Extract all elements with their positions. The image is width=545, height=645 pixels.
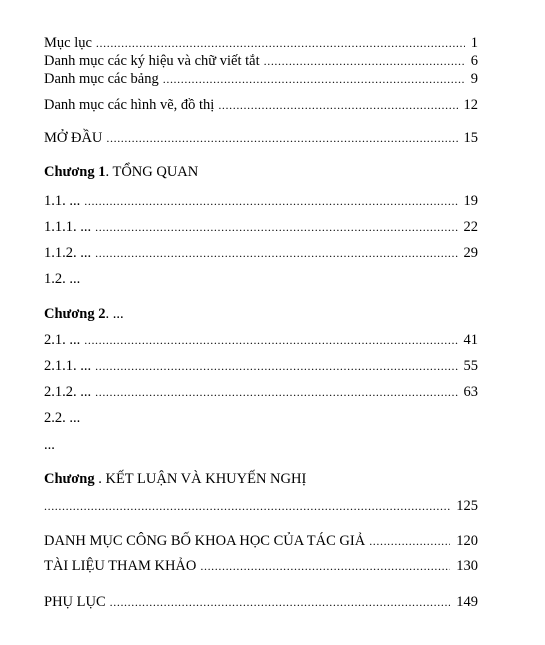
toc-entry-page: 1 — [470, 35, 478, 51]
toc-entry-page: 29 — [463, 245, 478, 261]
toc-entry-page: 55 — [463, 358, 478, 374]
toc-entry-page: 12 — [463, 97, 478, 113]
chapter-number: Chương — [44, 471, 95, 487]
dot-leader — [95, 383, 457, 401]
toc-entry-label: TÀI LIỆU THAM KHẢO — [44, 558, 197, 574]
dot-leader — [95, 244, 457, 262]
dot-leader — [110, 593, 451, 611]
dot-leader — [369, 532, 450, 550]
toc-entry-label: Danh mục các hình vẽ, đồ thị — [44, 97, 215, 113]
toc-entry-ky-hieu — [44, 52, 478, 70]
toc-entry-label: 1.1.2. ... — [44, 245, 92, 261]
toc-entry-label: 1.1.1. ... — [44, 219, 92, 235]
toc-entry-ellipsis — [44, 436, 478, 454]
toc-entry-2-1-1 — [44, 357, 478, 375]
toc-entry-label: 2.2. ... — [44, 410, 81, 426]
toc-entry-label: 2.1.2. ... — [44, 384, 92, 400]
toc-chapter-2-heading — [44, 305, 478, 323]
toc-entry-hinh-ve — [44, 96, 478, 114]
toc-entry-label: DANH MỤC CÔNG BỐ KHOA HỌC CỦA TÁC GIẢ — [44, 533, 366, 549]
toc-entry-page: 120 — [456, 533, 478, 549]
toc-chapter-conclusion-heading — [44, 470, 478, 488]
dot-leader — [200, 557, 450, 575]
chapter-title: . TỔNG QUAN — [105, 164, 199, 180]
toc-chapter-1-heading — [44, 163, 478, 181]
toc-entry-page: 41 — [463, 332, 478, 348]
toc-entry-page: 149 — [456, 594, 478, 610]
dot-leader — [264, 52, 465, 70]
dot-leader — [106, 129, 457, 147]
toc-entry-page: 22 — [463, 219, 478, 235]
dot-leader — [44, 497, 450, 515]
toc-entry-page: 6 — [470, 53, 478, 69]
toc-entry-phu-luc — [44, 593, 478, 611]
toc-entry-page: 19 — [463, 193, 478, 209]
toc-entry-label: Mục lục — [44, 35, 92, 51]
toc-entry-cong-bo — [44, 532, 478, 550]
dot-leader — [95, 357, 457, 375]
toc-entry-mo-dau — [44, 129, 478, 147]
toc-entry-page: 9 — [470, 71, 478, 87]
toc-entry-label: 2.1.1. ... — [44, 358, 92, 374]
toc-entry-label: 1.1. ... — [44, 193, 81, 209]
toc-entry-muc-luc — [44, 34, 478, 52]
toc-entry-2-2 — [44, 409, 478, 427]
dot-leader — [96, 34, 465, 52]
toc-entry-2-1 — [44, 331, 478, 349]
toc-entry-page: 125 — [456, 498, 478, 514]
toc-entry-page: 15 — [463, 130, 478, 146]
toc-entry-label: 2.1. ... — [44, 332, 81, 348]
chapter-title: . KẾT LUẬN VÀ KHUYẾN NGHỊ — [94, 471, 307, 487]
dot-leader — [84, 192, 457, 210]
dot-leader — [84, 331, 457, 349]
dot-leader — [218, 96, 457, 114]
dot-leader — [95, 218, 457, 236]
dot-leader — [163, 70, 465, 88]
toc-entry-1-1-1 — [44, 218, 478, 236]
toc-entry-label: MỞ ĐẦU — [44, 130, 103, 146]
toc-entry-label: PHỤ LỤC — [44, 594, 106, 610]
toc-entry-conclusion-page — [44, 497, 478, 515]
chapter-number: Chương 1 — [44, 164, 106, 180]
toc-entry-label: 1.2. ... — [44, 271, 81, 287]
toc-entry-bang — [44, 70, 478, 88]
toc-entry-tai-lieu — [44, 557, 478, 575]
toc-entry-page: 63 — [463, 384, 478, 400]
toc-entry-page: 130 — [456, 558, 478, 574]
toc-entry-1-1 — [44, 192, 478, 210]
chapter-number: Chương 2 — [44, 306, 106, 322]
toc-entry-1-2 — [44, 270, 478, 288]
toc-entry-label: Danh mục các ký hiệu và chữ viết tắt — [44, 53, 260, 69]
toc-entry-1-1-2 — [44, 244, 478, 262]
toc-entry-label: ... — [44, 437, 55, 453]
toc-entry-2-1-2 — [44, 383, 478, 401]
toc-entry-label: Danh mục các bảng — [44, 71, 159, 87]
chapter-title: . ... — [105, 306, 124, 322]
